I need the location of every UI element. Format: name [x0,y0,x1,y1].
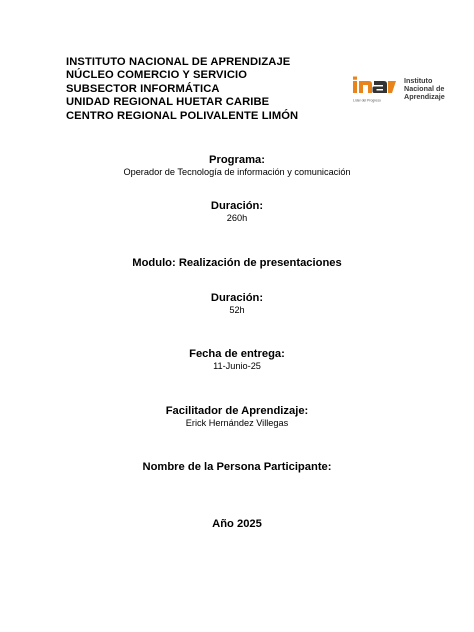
logo-name-line-3: Aprendizaje [404,92,445,101]
duracion-programa-value: 260h [226,213,248,223]
header-line-subsector: SUBSECTOR INFORMÁTICA [66,82,220,95]
ina-logo [351,76,451,104]
fecha-entrega-section [0,348,474,372]
participante-section [0,461,474,474]
duracion-modulo-label: Duración: [210,292,264,304]
duracion-modulo-section [0,292,474,316]
anio-section [0,518,474,531]
modulo-label: Modulo: Realización de presentaciones [132,257,342,269]
institution-header [66,56,298,123]
duracion-modulo-value: 52h [229,305,245,315]
programa-label: Programa: [209,154,265,166]
header-line-nucleo: NÚCLEO COMERCIO Y SERVICIO [66,69,248,82]
fecha-entrega-value: 11-Junio-25 [213,361,261,371]
logo-institution-name [404,77,445,101]
facilitador-label: Facilitador de Aprendizaje: [165,405,309,417]
modulo-section [0,257,474,270]
header-line-centro: CENTRO REGIONAL POLIVALENTE LIMÓN [66,109,299,122]
anio-label: Año 2025 [212,518,262,530]
facilitador-value: Erick Hernández Villegas [185,418,289,428]
duracion-programa-section [0,200,474,224]
logo-name-line-1: Instituto [404,76,433,85]
programa-section [0,154,474,178]
header-line-unidad: UNIDAD REGIONAL HUETAR CARIBE [66,96,270,109]
facilitador-section [0,405,474,429]
participante-label: Nombre de la Persona Participante: [142,461,332,473]
logo-tagline: Líder del Progreso [353,98,381,103]
fecha-entrega-label: Fecha de entrega: [189,348,285,360]
duracion-programa-label: Duración: [210,200,264,212]
logo-name-line-2: Nacional de [404,84,445,93]
header-line-institute: INSTITUTO NACIONAL DE APRENDIZAJE [66,56,291,68]
programa-value: Operador de Tecnología de información y comunicación [123,167,351,177]
ina-logo-mark [351,76,397,104]
